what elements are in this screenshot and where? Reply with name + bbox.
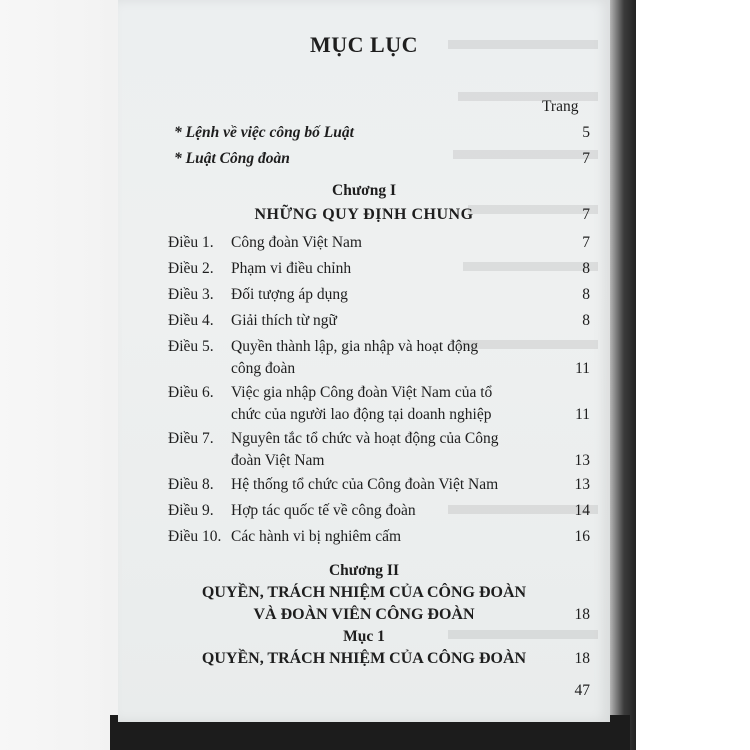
chapter-1-title: NHỮNG QUY ĐỊNH CHUNG — [254, 206, 474, 223]
article-title: Giải thích từ ngữ — [231, 312, 337, 329]
article-number: Điều 6. — [168, 384, 214, 401]
article-title: Các hành vi bị nghiêm cấm — [231, 528, 402, 545]
page-number: 47 — [574, 682, 590, 699]
chapter-2-name: Chương II — [328, 562, 399, 579]
article-page: 13 — [574, 452, 590, 469]
article-page: 8 — [582, 312, 590, 329]
section-1-title: QUYỀN, TRÁCH NHIỆM CỦA CÔNG ĐOÀN — [201, 650, 527, 667]
toc-page-law: 7 — [582, 150, 590, 167]
article-title: Việc gia nhập Công đoàn Việt Nam của tổ — [231, 384, 493, 401]
section-1-name: Mục 1 — [343, 628, 385, 645]
article-page: 11 — [575, 360, 590, 377]
article-title: Phạm vi điều chỉnh — [231, 260, 352, 277]
article-title: Đối tượng áp dụng — [231, 286, 348, 303]
book-page — [118, 0, 610, 722]
article-page: 13 — [574, 476, 590, 493]
article-title-continued: chức của người lao động tại doanh nghiệp — [231, 406, 492, 423]
background-left — [0, 0, 118, 750]
chapter-2-title-line-1: QUYỀN, TRÁCH NHIỆM CỦA CÔNG ĐOÀN — [201, 584, 527, 601]
chapter-2-page: 18 — [574, 606, 590, 623]
article-number: Điều 10. — [168, 528, 222, 545]
article-number: Điều 2. — [168, 260, 214, 277]
article-page: 8 — [582, 260, 590, 277]
article-page: 11 — [575, 406, 590, 423]
article-title-continued: công đoàn — [231, 360, 296, 377]
article-number: Điều 8. — [168, 476, 214, 493]
chapter-1-page: 7 — [582, 206, 590, 223]
article-title: Hệ thống tổ chức của Công đoàn Việt Nam — [231, 476, 499, 493]
article-title: Nguyên tắc tổ chức và hoạt động của Công — [231, 430, 499, 447]
article-page: 7 — [582, 234, 590, 251]
article-page: 16 — [574, 528, 590, 545]
article-number: Điều 4. — [168, 312, 214, 329]
chapter-2-title-line-2: VÀ ĐOÀN VIÊN CÔNG ĐOÀN — [253, 606, 475, 623]
toc-entry-decree: * Lệnh về việc công bố Luật — [174, 124, 354, 141]
article-number: Điều 5. — [168, 338, 214, 355]
page-column-header: Trang — [542, 98, 579, 115]
article-number: Điều 7. — [168, 430, 214, 447]
article-number: Điều 1. — [168, 234, 214, 251]
toc-entry-law: * Luật Công đoàn — [174, 150, 290, 167]
page-title: MỤC LỤC — [310, 32, 418, 57]
article-number: Điều 9. — [168, 502, 214, 519]
toc-page-decree: 5 — [582, 124, 590, 141]
article-page: 8 — [582, 286, 590, 303]
article-title: Công đoàn Việt Nam — [231, 234, 362, 251]
chapter-1-name: Chương I — [332, 182, 396, 199]
section-1-page: 18 — [574, 650, 590, 667]
article-title: Hợp tác quốc tế về công đoàn — [231, 502, 416, 519]
article-number: Điều 3. — [168, 286, 214, 303]
article-title-continued: đoàn Việt Nam — [231, 452, 325, 469]
book-spine-shadow — [606, 0, 636, 750]
article-title: Quyền thành lập, gia nhập và hoạt động — [231, 338, 479, 355]
article-page: 14 — [574, 502, 590, 519]
